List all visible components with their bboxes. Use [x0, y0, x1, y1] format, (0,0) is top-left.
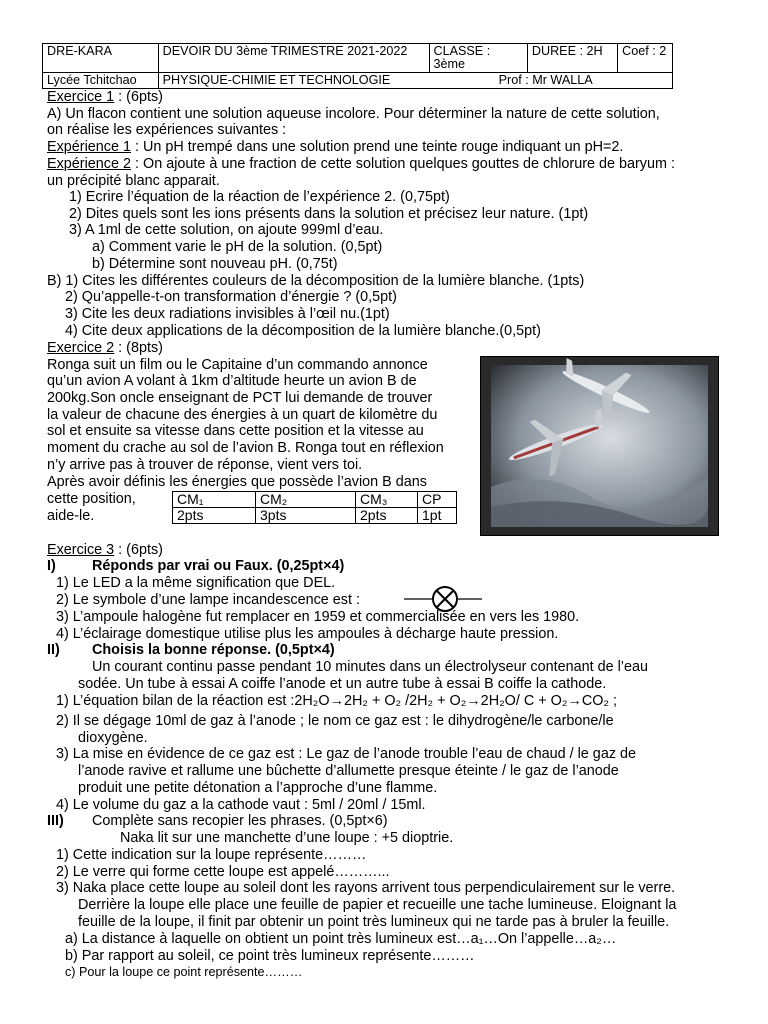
ex2-line: aide-le. [47, 508, 95, 524]
ex1-b4: 4) Cite deux applications de la décomposition de la lumière blanche.(0,5pt) [65, 323, 541, 339]
ex2-line: qu’un avion A volant à 1km d’altitude heurte un avion B de [47, 373, 417, 389]
ex1-q1: 1) Ecrire l’équation de la réaction de l’expérience 2. (0,75pt) [69, 189, 450, 205]
ex2-line: sol et ensuite sa vitesse dans cette position et la vitesse au [47, 423, 424, 439]
ex1-intro: A) Un flacon contient une solution aqueuse incolore. Pour déterminer la nature de cette solution, [47, 106, 660, 122]
table-cell: CM₂ [256, 492, 356, 508]
table-cell: 2pts [173, 508, 256, 524]
header-devoir: DEVOIR DU 3ème TRIMESTRE 2021-2022 [158, 44, 429, 73]
table-cell: 2pts [356, 508, 418, 524]
ex3-iii3-2: Derrière la loupe elle place une feuille de papier et recueille une tache lumineuse. Eloignant la [78, 897, 677, 913]
ex3-ii-intro: Un courant continu passe pendant 10 minutes dans un électrolyseur contenant de l’eau [92, 659, 649, 675]
ex3-ii4: 4) Le volume du gaz a la cathode vaut : 5ml / 20ml / 15ml. [56, 797, 426, 813]
header-matiere-row [158, 73, 672, 89]
ex3-section-I: I) Réponds par vrai ou Faux. (0,25pt×4) [47, 558, 345, 574]
plane-crash-image [480, 356, 719, 536]
ex2-line: moment du crache au sol de l’avion B. Ronga tout en réflexion [47, 440, 444, 456]
ex1-exp2-2: un précipité blanc apparait. [47, 173, 220, 189]
ex3-ii3-3: produit une petite détonation a l’approche d’une flamme. [78, 780, 438, 796]
header-prof: Prof : Mr WALLA [498, 73, 593, 87]
ex3-iii3: 3) Naka place cette loupe au soleil dont les rayons arrivent tous perpendiculairement sur le verre. [56, 880, 676, 896]
ex1-exp2: Expérience 2 : On ajoute à une fraction de cette solution quelques gouttes de chlorure de baryum : [47, 156, 675, 172]
header-coef: Coef : 2 [618, 44, 673, 73]
table-cell: CP [418, 492, 457, 508]
header-matiere: PHYSIQUE-CHIMIE ET TECHNOLOGIE [162, 73, 391, 87]
ex1-exp1: Expérience 1 : Un pH trempé dans une solution prend une teinte rouge indiquant un pH=2. [47, 139, 624, 155]
header-lycee: Lycée Tchitchao [43, 73, 159, 89]
ex3-ii2-2: dioxygène. [78, 730, 148, 746]
ex3-ii2: 2) Il se dégage 10ml de gaz à l’anode ; le nom ce gaz est : le dihydrogène/le carbone/le [56, 713, 614, 729]
table-cell: 3pts [256, 508, 356, 524]
ex3-section-II: II) Choisis la bonne réponse. (0,5pt×4) [47, 642, 335, 658]
table-cell: CM₁ [173, 492, 256, 508]
marks-table [172, 491, 457, 524]
ex1-q3b: b) Détermine sont nouveau pH. (0,75t) [92, 256, 338, 272]
ex2-line: 200kg.Son oncle enseignant de PCT lui demande de trouver [47, 390, 433, 406]
table-cell: 1pt [418, 508, 457, 524]
header-duree: DUREE : 2H [527, 44, 617, 73]
ex3-section-III: III) Complète sans recopier les phrases. (0,5pt×6) [47, 813, 388, 829]
ex1-q2: 2) Dites quels sont les ions présents dans la solution et précisez leur nature. (1pt) [69, 206, 589, 222]
ex3-ii3-2: l’anode ravive et rallume une bûchette d’allumette presque éteinte / le gaz de l’anode [78, 763, 619, 779]
ex3-ii1: 1) L’équation bilan de la réaction est :2H₂O→2H₂ + O₂ /2H₂ + O₂→2H₂O/ C + O₂→CO₂ ; [56, 693, 617, 709]
ex3-iii2: 2) Le verre qui forme cette loupe est appelé………... [56, 864, 390, 880]
ex1-title: Exercice 1 : (6pts) [47, 89, 163, 105]
ex3-ii-intro-2: sodée. Un tube à essai A coiffe l’anode et un autre tube à essai B coiffe la cathode. [78, 676, 607, 692]
ex1-intro-2: on réalise les expériences suivantes : [47, 122, 287, 138]
ex2-line: n’y arrive pas à trouver de réponse, vient vers toi. [47, 457, 363, 473]
ex3-i2: 2) Le symbole d’une lampe incandescence est : [56, 592, 360, 608]
table-cell: CM₃ [356, 492, 418, 508]
header-classe: CLASSE : 3ème [429, 44, 527, 73]
ex3-iii3-3: feuille de la loupe, il finit par obtenir un point très lumineux qui ne tarde pas à bruler la feuille. [78, 914, 670, 930]
ex3-title: Exercice 3 : (6pts) [47, 542, 163, 558]
ex3-i4: 4) L’éclairage domestique utilise plus les ampoules à décharge haute pression. [56, 626, 559, 642]
ex3-iii-intro: Naka lit sur une manchette d’une loupe : +5 dioptrie. [120, 830, 454, 846]
ex3-i1: 1) Le LED a la même signification que DEL. [56, 575, 336, 591]
ex3-iii-a: a) La distance à laquelle on obtient un point très lumineux est…a₁…On l’appelle…a₂… [65, 931, 617, 947]
table-row [173, 508, 457, 524]
ex1-b1: B) 1) Cites les différentes couleurs de la décomposition de la lumière blanche. (1pts) [47, 273, 585, 289]
ex2-title: Exercice 2 : (8pts) [47, 340, 163, 356]
ex1-q3a: a) Comment varie le pH de la solution. (0,5pt) [92, 239, 383, 255]
table-row [173, 492, 457, 508]
ex2-line: la valeur de chacune des énergies à un quart de kilomètre du [47, 407, 438, 423]
ex3-ii3: 3) La mise en évidence de ce gaz est : Le gaz de l’anode trouble l’eau de chaud / le gaz de [56, 746, 637, 762]
ex3-iii-b: b) Par rapport au soleil, ce point très lumineux représente……… [65, 948, 475, 964]
ex1-q3: 3) A 1ml de cette solution, on ajoute 999ml d’eau. [69, 222, 384, 238]
ex2-line: Ronga suit un film ou le Capitaine d’un commando annonce [47, 357, 428, 373]
plane-crash-illustration [481, 357, 718, 535]
ex3-iii1: 1) Cette indication sur la loupe représente……… [56, 847, 367, 863]
ex3-iii-c: c) Pour la loupe ce point représente……… [65, 965, 303, 979]
header-region: DRE-KARA [43, 44, 159, 73]
header-table [42, 43, 673, 89]
ex1-b2: 2) Qu’appelle-t-on transformation d’énergie ? (0,5pt) [65, 289, 397, 305]
ex2-line: cette position, [47, 491, 136, 507]
ex1-b3: 3) Cite les deux radiations invisibles à l’œil nu.(1pt) [65, 306, 390, 322]
ex3-i3: 3) L’ampoule halogène fut remplacer en 1959 et commercialisée en vers les 1980. [56, 609, 580, 625]
ex2-line: Après avoir définis les énergies que possède l’avion B dans [47, 474, 427, 490]
